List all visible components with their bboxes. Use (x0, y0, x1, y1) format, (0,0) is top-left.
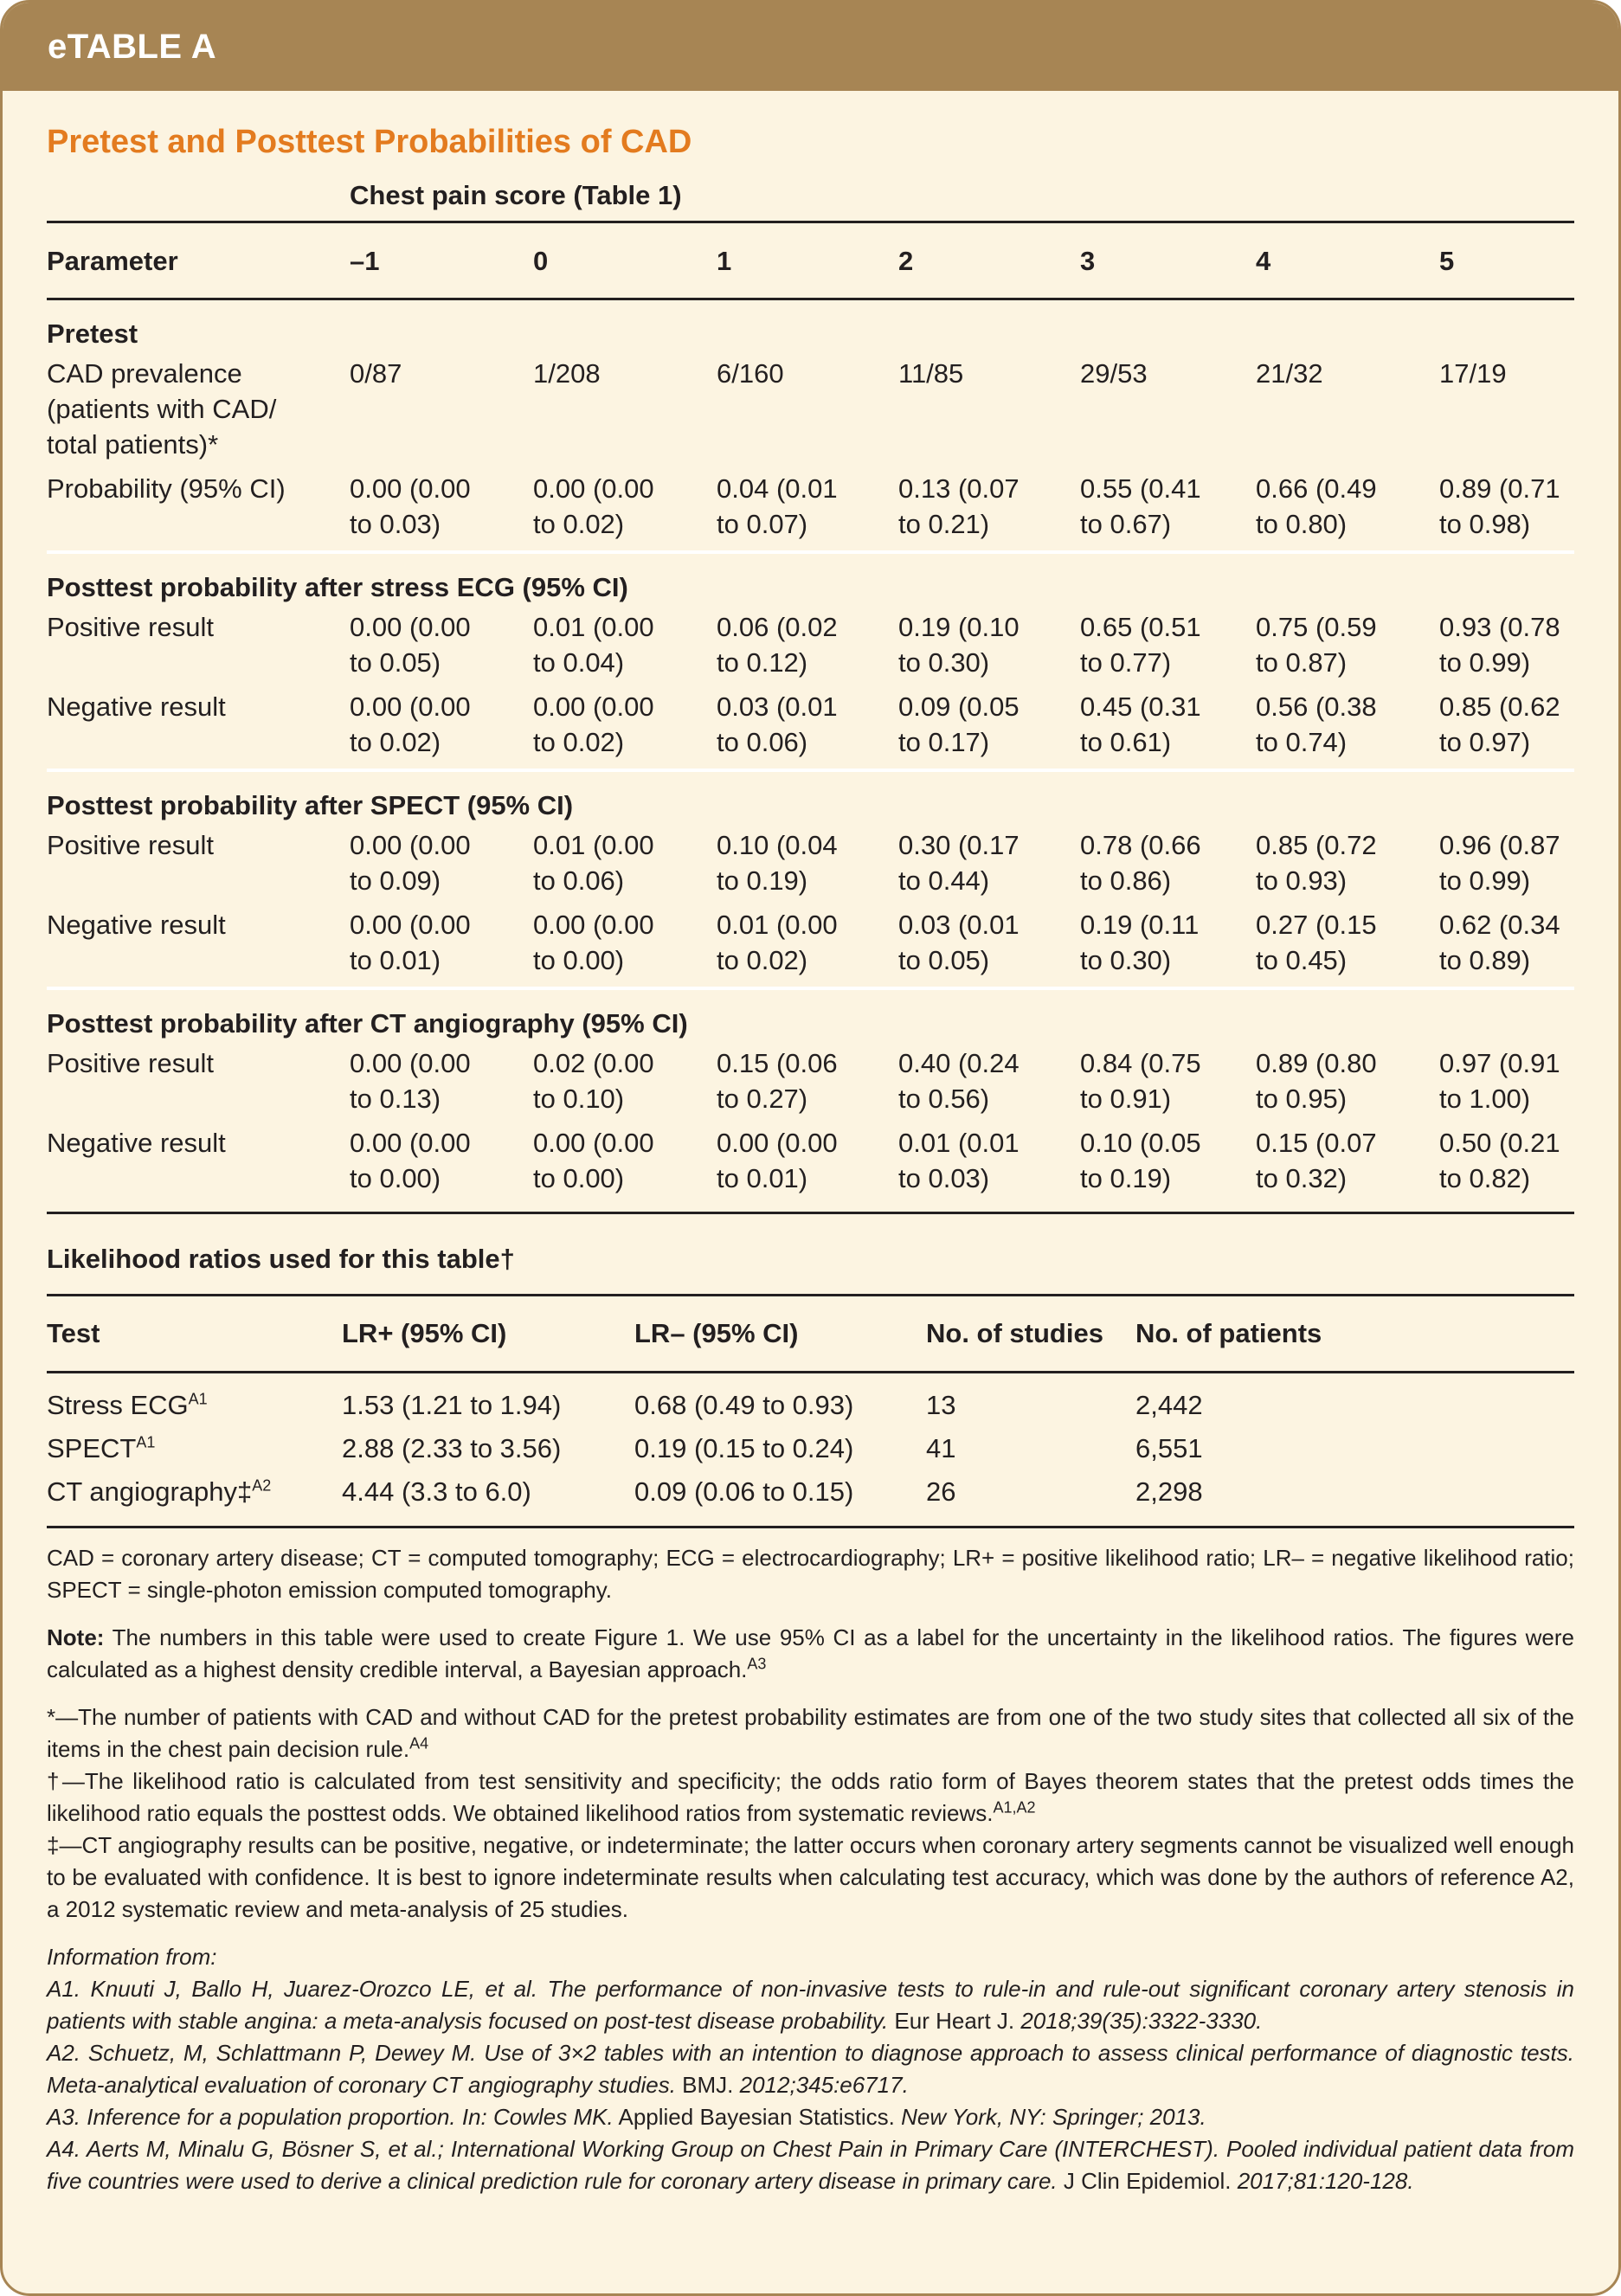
cell-line: 0.65 (0.51 (1080, 612, 1201, 642)
row-label (47, 689, 350, 769)
table-cell (1439, 471, 1574, 550)
cell-line: 0.30 (0.17 (898, 830, 1020, 860)
row-label-line: (patients with CAD/ (47, 394, 277, 424)
probability-table (47, 223, 1574, 1214)
row-label-line: CAD prevalence (47, 358, 242, 389)
cell-line: 0.00 (0.00 (717, 1128, 838, 1158)
section-heading-row (47, 552, 1574, 609)
table-cell (533, 471, 717, 550)
cell-line: to 0.10) (533, 1084, 625, 1114)
table-cell (898, 1045, 1080, 1125)
cell-line: to 0.01) (717, 1163, 808, 1193)
table-cell: 0/87 (350, 358, 402, 389)
table-cell (1080, 689, 1256, 769)
table-cell (533, 1125, 717, 1205)
ref-a1-journal: Eur Heart J. (888, 2008, 1021, 2034)
note-label: Note: (47, 1624, 105, 1650)
cell-line: to 0.02) (717, 945, 808, 975)
table-cell (1439, 907, 1574, 987)
ref-a1-volume: 2018;39(35):3322-3330. (1020, 2008, 1263, 2034)
row-label (47, 1125, 350, 1205)
ref-a4-volume: 2017;81:120-128. (1237, 2168, 1414, 2194)
row-label-line: Negative result (47, 910, 226, 940)
section-divider-cell (47, 1205, 1574, 1213)
cell-line: to 0.30) (898, 647, 990, 678)
table-cell (1439, 1045, 1574, 1125)
table-cell (898, 907, 1080, 987)
column-header-score: 0 (533, 223, 717, 299)
cell-line: 0.19 (0.10 (898, 612, 1020, 642)
row-label-line: Negative result (47, 1128, 226, 1158)
cell-line: 0.85 (0.62 (1439, 691, 1560, 722)
lr-cell: 0.09 (0.06 to 0.15) (634, 1470, 926, 1527)
cell-line: 0.19 (0.11 (1080, 910, 1200, 940)
row-label (47, 1045, 350, 1125)
note-ref: A3 (747, 1655, 767, 1673)
table-cell (1439, 609, 1574, 689)
table-cell (350, 907, 533, 987)
note-text: The numbers in this table were used to create Figure 1. We use 95% CI as a label for the uncertainty in the likelihood ratios. The figures were calculated as a highest density credible interval, a Bayesian approach. (47, 1624, 1574, 1682)
lr-column-header: Test (47, 1296, 342, 1373)
cell-line: to 0.13) (350, 1084, 441, 1114)
lr-column-header: LR+ (95% CI) (342, 1296, 634, 1373)
lr-table-header-row (47, 1296, 1574, 1373)
lr-table-row (47, 1470, 1574, 1527)
references-intro: Information from: (47, 1944, 217, 1970)
cell-line: to 0.06) (533, 865, 625, 896)
table-cell (898, 689, 1080, 769)
table-notes (47, 1542, 1574, 1926)
table-cell (533, 1045, 717, 1125)
cell-line: to 0.77) (1080, 647, 1172, 678)
lr-cell: 6,551 (1135, 1433, 1203, 1463)
main-table-header-row (47, 223, 1574, 299)
table-cell (533, 689, 717, 769)
likelihood-ratio-table (47, 1296, 1574, 1528)
cell-line: 0.97 (0.91 (1439, 1048, 1560, 1078)
lr-column-header: LR– (95% CI) (634, 1296, 926, 1373)
cell-line: 0.00 (0.00 (350, 1048, 471, 1078)
table-row (47, 609, 1574, 689)
ref-a3-book: Applied Bayesian Statistics. (613, 2104, 902, 2130)
table-cell: 6/160 (717, 358, 784, 389)
cell-line: 0.27 (0.15 (1256, 910, 1377, 940)
table-header-bar (3, 3, 1618, 91)
star-footnote (47, 1701, 1574, 1765)
cell-line: to 0.82) (1439, 1163, 1531, 1193)
cell-line: 0.01 (0.00 (533, 830, 654, 860)
row-label-line: Negative result (47, 691, 226, 722)
cell-line: 0.00 (0.00 (533, 910, 654, 940)
section-heading: Posttest probability after stress ECG (95% CI) (47, 572, 628, 602)
table-cell (533, 827, 717, 907)
cell-line: to 0.02) (533, 727, 625, 757)
lr-cell: 26 (926, 1470, 1135, 1527)
lr-test-label: CT angiography‡ (47, 1476, 253, 1507)
general-note (47, 1622, 1574, 1686)
table-cell (717, 689, 898, 769)
lr-cell: 13 (926, 1390, 956, 1420)
lr-column-header: No. of studies (926, 1296, 1135, 1373)
cell-line: to 0.86) (1080, 865, 1172, 896)
section-divider (47, 1205, 1574, 1213)
cell-line: to 0.99) (1439, 865, 1531, 896)
row-label (47, 907, 350, 987)
table-label: eTABLE A (48, 27, 217, 66)
table-cell (898, 827, 1080, 907)
cell-line: to 0.04) (533, 647, 625, 678)
lr-cell: 4.44 (3.3 to 6.0) (342, 1470, 634, 1527)
table-cell (350, 827, 533, 907)
lr-cell: 2.88 (2.33 to 3.56) (342, 1433, 562, 1463)
cell-line: to 0.01) (350, 945, 441, 975)
cell-line: to 0.30) (1080, 945, 1172, 975)
cell-line: 0.85 (0.72 (1256, 830, 1377, 860)
table-cell (717, 907, 898, 987)
cell-line: 0.01 (0.00 (533, 612, 654, 642)
cell-line: to 0.00) (533, 1163, 625, 1193)
references (47, 1941, 1574, 2197)
cell-line: to 0.87) (1256, 647, 1348, 678)
row-label (47, 827, 350, 907)
cell-line: 0.01 (0.00 (717, 910, 838, 940)
cell-line: 0.00 (0.00 (533, 1128, 654, 1158)
lr-test-label: SPECT (47, 1433, 137, 1463)
cell-line: 0.10 (0.05 (1080, 1128, 1201, 1158)
cell-line: to 0.21) (898, 509, 990, 539)
dagger-text: †—The likelihood ratio is calculated from test sensitivity and specificity; the odds ratio form of Bayes theorem states that the pretest odds times the likelihood ratio equals the posttest odds. We obtained likelihood ratios from systematic reviews. (47, 1768, 1574, 1826)
row-label (47, 356, 350, 471)
lr-table-body (47, 1373, 1574, 1527)
ref-a2-volume: 2012;345:e6717. (739, 2072, 909, 2098)
lr-cell: 0.19 (0.15 to 0.24) (634, 1433, 854, 1463)
double-dagger-text: ‡—CT angiography results can be positive, negative, or indeterminate; the latter occurs when coronary artery segments cannot be visualized well enough to be evaluated with confidence. It is best to ignore indeterminate results when calculating test accuracy, which was done by the authors of reference A2, a 2012 systematic review and meta-analysis of 25 studies. (47, 1832, 1574, 1922)
cell-line: to 0.89) (1439, 945, 1531, 975)
cell-line: 0.55 (0.41 (1080, 473, 1201, 504)
cell-line: to 0.05) (350, 647, 441, 678)
table-cell (350, 1045, 533, 1125)
cell-line: 0.96 (0.87 (1439, 830, 1560, 860)
cell-line: 0.00 (0.00 (533, 473, 654, 504)
cell-line: 0.00 (0.00 (350, 1128, 471, 1158)
row-label (47, 609, 350, 689)
reference-a3 (47, 2101, 1574, 2133)
row-label-line: Positive result (47, 1048, 214, 1078)
table-cell (1256, 827, 1439, 907)
cell-line: 0.75 (0.59 (1256, 612, 1377, 642)
table-cell (1080, 609, 1256, 689)
table-cell (1256, 689, 1439, 769)
table-cell (1080, 1125, 1256, 1205)
section-heading-row (47, 299, 1574, 357)
row-label-line: Probability (95% CI) (47, 473, 286, 504)
lr-test-name (47, 1373, 342, 1428)
likelihood-ratios-title: Likelihood ratios used for this table† (47, 1225, 1574, 1296)
cell-line: to 0.00) (350, 1163, 441, 1193)
cell-line: to 0.03) (898, 1163, 990, 1193)
cell-line: 0.84 (0.75 (1080, 1048, 1201, 1078)
cell-line: 0.00 (0.00 (350, 830, 471, 860)
lr-cell: 2,298 (1135, 1470, 1574, 1527)
row-label (47, 471, 350, 550)
table-cell (898, 609, 1080, 689)
reference-a2 (47, 2037, 1574, 2101)
abbreviations-text: CAD = coronary artery disease; CT = computed tomography; ECG = electrocardiography; LR+ = positive likelihood ratio; LR– = negative likelihood ratio; SPECT = single-photon emission computed tomography. (47, 1545, 1574, 1603)
table-cell (350, 689, 533, 769)
star-text: *—The number of patients with CAD and without CAD for the pretest probability estimates are from one of the two study sites that collected all six of the items in the chest pain decision rule. (47, 1704, 1574, 1762)
cell-line: to 0.91) (1080, 1084, 1172, 1114)
cell-line: 0.01 (0.01 (898, 1128, 1020, 1158)
table-cell: 21/32 (1256, 358, 1323, 389)
row-label-line: Positive result (47, 830, 214, 860)
cell-line: to 0.44) (898, 865, 990, 896)
cell-line: to 0.19) (1080, 1163, 1172, 1193)
cell-line: 0.00 (0.00 (350, 691, 471, 722)
lr-test-label: Stress ECG (47, 1390, 189, 1420)
cell-line: 0.89 (0.71 (1439, 473, 1560, 504)
reference-a4 (47, 2133, 1574, 2197)
lr-table-row (47, 1427, 1574, 1470)
cell-line: to 1.00) (1439, 1084, 1531, 1114)
cell-line: 0.78 (0.66 (1080, 830, 1201, 860)
cell-line: to 0.95) (1256, 1084, 1348, 1114)
section-heading-row (47, 770, 1574, 827)
column-header-score: 5 (1439, 223, 1574, 299)
section-heading-row (47, 988, 1574, 1045)
lr-test-ref: A1 (136, 1433, 156, 1451)
section-heading: Pretest (47, 318, 138, 349)
double-dagger-footnote (47, 1830, 1574, 1926)
cell-line: to 0.02) (350, 727, 441, 757)
column-header-score: 1 (717, 223, 898, 299)
cell-line: 0.04 (0.01 (717, 473, 838, 504)
section-heading: Posttest probability after CT angiography (95% CI) (47, 1008, 688, 1039)
table-row (47, 356, 1574, 471)
table-content (3, 117, 1618, 2197)
cell-line: 0.56 (0.38 (1256, 691, 1377, 722)
cell-line: 0.50 (0.21 (1439, 1128, 1560, 1158)
cell-line: 0.45 (0.31 (1080, 691, 1201, 722)
table-cell (1439, 827, 1574, 907)
cell-line: to 0.06) (717, 727, 808, 757)
row-label-line: Positive result (47, 612, 214, 642)
cell-line: 0.03 (0.01 (717, 691, 838, 722)
column-header-score: 4 (1256, 223, 1439, 299)
cell-line: 0.06 (0.02 (717, 612, 838, 642)
cell-line: to 0.80) (1256, 509, 1348, 539)
cell-line: to 0.00) (533, 945, 625, 975)
table-cell (1439, 1125, 1574, 1205)
lr-table-row (47, 1373, 1574, 1428)
cell-line: to 0.19) (717, 865, 808, 896)
table-cell: 17/19 (1439, 358, 1507, 389)
dagger-ref: A1,A2 (993, 1798, 1036, 1817)
table-cell (533, 609, 717, 689)
table-cell (898, 471, 1080, 550)
table-cell (717, 1045, 898, 1125)
table-cell (350, 471, 533, 550)
cell-line: to 0.05) (898, 945, 990, 975)
cell-line: 0.89 (0.80 (1256, 1048, 1377, 1078)
abbreviations-note (47, 1542, 1574, 1606)
cell-line: to 0.12) (717, 647, 808, 678)
table-cell (1080, 471, 1256, 550)
column-header-score: 2 (898, 223, 1080, 299)
table-cell (717, 609, 898, 689)
table-cell (1256, 907, 1439, 987)
cell-line: to 0.27) (717, 1084, 808, 1114)
table-cell (1080, 907, 1256, 987)
section-heading: Posttest probability after SPECT (95% CI) (47, 790, 574, 820)
cell-line: to 0.98) (1439, 509, 1531, 539)
cell-line: to 0.67) (1080, 509, 1172, 539)
cell-line: to 0.03) (350, 509, 441, 539)
lr-column-header: No. of patients (1135, 1296, 1574, 1373)
cell-line: 0.09 (0.05 (898, 691, 1020, 722)
column-group-header: Chest pain score (Table 1) (47, 170, 1574, 223)
table-cell (350, 609, 533, 689)
cell-line: 0.10 (0.04 (717, 830, 838, 860)
cell-line: to 0.17) (898, 727, 990, 757)
column-header-score: 3 (1080, 223, 1256, 299)
table-cell (717, 827, 898, 907)
main-table-body (47, 299, 1574, 1213)
table-cell (1256, 1045, 1439, 1125)
cell-line: 0.00 (0.00 (533, 691, 654, 722)
lr-test-ref: A2 (252, 1476, 272, 1495)
table-title: Pretest and Posttest Probabilities of CAD (47, 124, 692, 160)
cell-line: to 0.45) (1256, 945, 1348, 975)
lr-cell: 0.68 (0.49 to 0.93) (634, 1390, 854, 1420)
table-cell: 11/85 (898, 358, 964, 389)
table-row (47, 827, 1574, 907)
cell-line: 0.15 (0.07 (1256, 1128, 1377, 1158)
table-cell (1080, 827, 1256, 907)
table-cell (350, 1125, 533, 1205)
cell-line: 0.62 (0.34 (1439, 910, 1560, 940)
cell-line: to 0.32) (1256, 1163, 1348, 1193)
lr-test-name (47, 1427, 342, 1470)
cell-line: 0.00 (0.00 (350, 910, 471, 940)
cell-line: to 0.07) (717, 509, 808, 539)
table-cell (1256, 471, 1439, 550)
ref-a2-journal: BMJ. (675, 2072, 740, 2098)
table-row (47, 471, 1574, 550)
table-cell (1439, 689, 1574, 769)
table-cell: 1/208 (533, 358, 601, 389)
cell-line: 0.40 (0.24 (898, 1048, 1020, 1078)
cell-line: 0.00 (0.00 (350, 612, 471, 642)
table-cell (1080, 1045, 1256, 1125)
ref-a4-journal: J Clin Epidemiol. (1057, 2168, 1238, 2194)
cell-line: 0.93 (0.78 (1439, 612, 1560, 642)
ref-a2-citation: A2. Schuetz, M, Schlattmann P, Dewey M. Use of 3×2 tables with an intention to diagnose approach to assess clinical performance of diagnostic tests. Meta-analytical evaluation of coronary CT angiography studies. (47, 2040, 1574, 2098)
cell-line: to 0.93) (1256, 865, 1348, 896)
lr-test-name (47, 1470, 342, 1527)
cell-line: 0.02 (0.00 (533, 1048, 654, 1078)
lr-cell: 2,442 (1135, 1390, 1203, 1420)
ref-a1-citation: A1. Knuuti J, Ballo H, Juarez-Orozco LE, et al. The performance of non-invasive tests to rule-in and rule-out significant coronary artery stenosis in patients with stable angina: a meta-analysis focused on post-test disease probability. (47, 1976, 1574, 2034)
table-cell (1256, 609, 1439, 689)
ref-a3-citation: A3. Inference for a population proportion. In: Cowles MK. (47, 2104, 614, 2130)
table-row (47, 1125, 1574, 1205)
cell-line: to 0.74) (1256, 727, 1348, 757)
cell-line: to 0.99) (1439, 647, 1531, 678)
cell-line: to 0.09) (350, 865, 441, 896)
cell-line: to 0.02) (533, 509, 625, 539)
table-row (47, 1045, 1574, 1125)
lr-cell: 1.53 (1.21 to 1.94) (342, 1390, 562, 1420)
lr-cell: 41 (926, 1433, 956, 1463)
column-header-score: –1 (350, 223, 533, 299)
lr-test-ref: A1 (188, 1390, 208, 1408)
reference-a1 (47, 1973, 1574, 2037)
cell-line: 0.13 (0.07 (898, 473, 1020, 504)
table-row (47, 907, 1574, 987)
cell-line: 0.66 (0.49 (1256, 473, 1377, 504)
ref-a4-citation: A4. Aerts M, Minalu G, Bösner S, et al.; International Working Group on Chest Pain in Primary Care (INTERCHEST). Pooled individual patient data from five countries were used to derive a clinical prediction rule for coronary artery disease in primary care. (47, 2136, 1574, 2194)
star-ref: A4 (409, 1734, 429, 1753)
dagger-footnote (47, 1765, 1574, 1830)
row-label-line: total patients)* (47, 429, 219, 460)
cell-line: to 0.97) (1439, 727, 1531, 757)
column-header-parameter: Parameter (47, 223, 350, 299)
cell-line: 0.03 (0.01 (898, 910, 1020, 940)
table-cell (533, 907, 717, 987)
cell-line: to 0.56) (898, 1084, 990, 1114)
cell-line: 0.15 (0.06 (717, 1048, 838, 1078)
table-cell: 29/53 (1080, 358, 1148, 389)
table-cell (717, 1125, 898, 1205)
cell-line: 0.00 (0.00 (350, 473, 471, 504)
table-row (47, 689, 1574, 769)
table-cell (1256, 1125, 1439, 1205)
table-cell (717, 471, 898, 550)
cell-line: to 0.61) (1080, 727, 1172, 757)
ref-a3-publisher: New York, NY: Springer; 2013. (901, 2104, 1206, 2130)
table-cell (898, 1125, 1080, 1205)
